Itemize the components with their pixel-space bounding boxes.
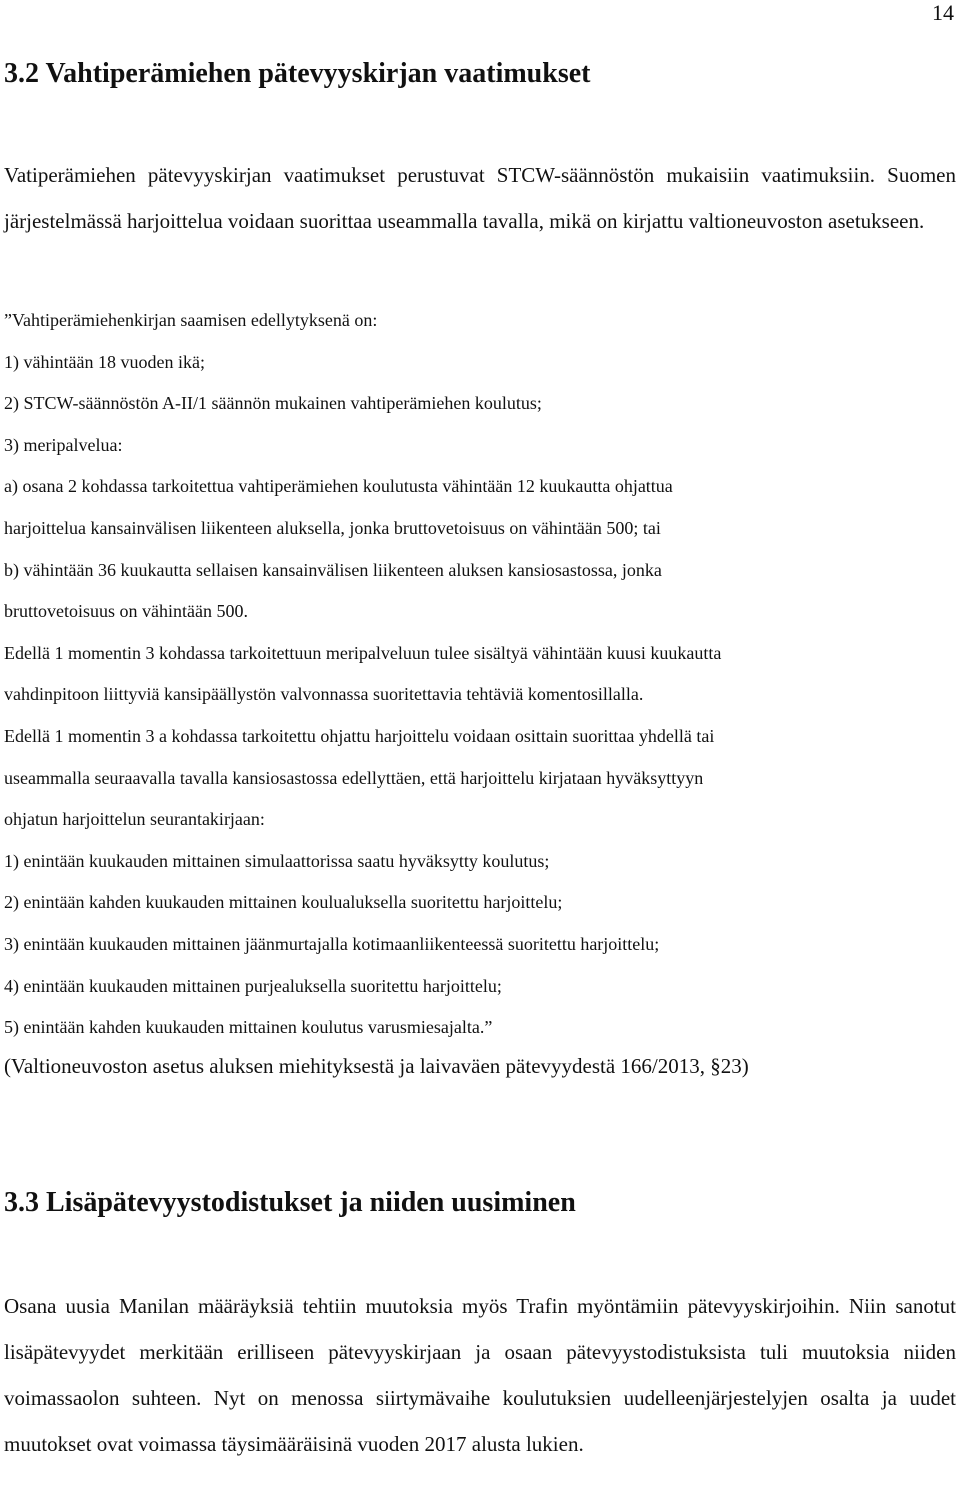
- quote-line: Edellä 1 momentin 3 kohdassa tarkoitettuun meripalveluun tulee sisältyä vähintään kuusi kuukautta: [4, 642, 722, 663]
- quote-line: 1) enintään kuukauden mittainen simulaattorissa saatu hyväksytty koulutus;: [4, 850, 550, 871]
- intro-paragraph: Vatiperämiehen pätevyyskirjan vaatimukset perustuvat STCW-säännöstön mukaisiin vaatimuksiin. Suomen järjestelmässä harjoittelua voidaan suorittaa useammalla tavalla, mikä on kirjattu valtioneuvoston asetukseen.: [4, 163, 956, 233]
- page-number: 14: [932, 0, 954, 25]
- quote-line: 3) meripalvelua:: [4, 434, 123, 455]
- quote-line: bruttovetoisuus on vähintään 500.: [4, 601, 248, 622]
- quote-line: 5) enintään kahden kuukauden mittainen koulutus varusmiesajalta.”: [4, 1017, 493, 1038]
- quote-line: vahdinpitoon liittyviä kansipäällystön valvonnassa suoritettavia tehtäviä komentosillalla.: [4, 684, 644, 705]
- section-heading: 3.2 Vahtiperämiehen pätevyyskirjan vaatimukset: [4, 58, 591, 89]
- quote-line: b) vähintään 36 kuukautta sellaisen kansainvälisen liikenteen aluksen kansiosastossa, jonka: [4, 559, 662, 580]
- citation: (Valtioneuvoston asetus aluksen miehityksestä ja laivaväen pätevyydestä 166/2013, §23): [4, 1054, 749, 1078]
- section-heading: 3.3 Lisäpätevyystodistukset ja niiden uusiminen: [4, 1187, 576, 1218]
- quote-line: 1) vähintään 18 vuoden ikä;: [4, 351, 205, 372]
- quote-line: useammalla seuraavalla tavalla kansiosastossa edellyttäen, että harjoittelu kirjataan hyväksyttyyn: [4, 767, 704, 788]
- quote-line: a) osana 2 kohdassa tarkoitettua vahtiperämiehen koulutusta vähintään 12 kuukautta ohjattua: [4, 476, 673, 497]
- quote-line: ohjatun harjoittelun seurantakirjaan:: [4, 809, 265, 830]
- quote-line: 2) enintään kahden kuukauden mittainen koulualuksella suoritettu harjoittelu;: [4, 892, 563, 913]
- quote-line: 2) STCW-säännöstön A-II/1 säännön mukainen vahtiperämiehen koulutus;: [4, 393, 542, 414]
- quote-line: 4) enintään kuukauden mittainen purjealuksella suoritettu harjoittelu;: [4, 975, 502, 996]
- quote-line: Edellä 1 momentin 3 a kohdassa tarkoitettu ohjattu harjoittelu voidaan osittain suorittaa yhdellä tai: [4, 725, 715, 746]
- quote-line: harjoittelua kansainvälisen liikenteen aluksella, jonka bruttovetoisuus on vähintään 500; tai: [4, 517, 661, 538]
- quote-line: 3) enintään kuukauden mittainen jäänmurtajalla kotimaanliikenteessä suoritettu harjoittelu;: [4, 933, 660, 954]
- quote-line: ”Vahtiperämiehenkirjan saamisen edellytyksenä on:: [4, 310, 378, 330]
- body-paragraph: Osana uusia Manilan määräyksiä tehtiin muutoksia myös Trafin myöntämiin pätevyyskirjoihin. Niin sanotut lisäpätevyydet merkitään erilliseen pätevyyskirjaan ja osaan pätevyystodistuksista tuli muutoksia niiden voimassaolon suhteen. Nyt on menossa siirtymävaihe koulutuksien uudelleenjärjestelyjen osalta ja uudet muutokset ovat voimassa täysimääräisinä vuoden 2017 alusta lukien.: [4, 1294, 956, 1456]
- regulation-quote: [4, 300, 956, 1049]
